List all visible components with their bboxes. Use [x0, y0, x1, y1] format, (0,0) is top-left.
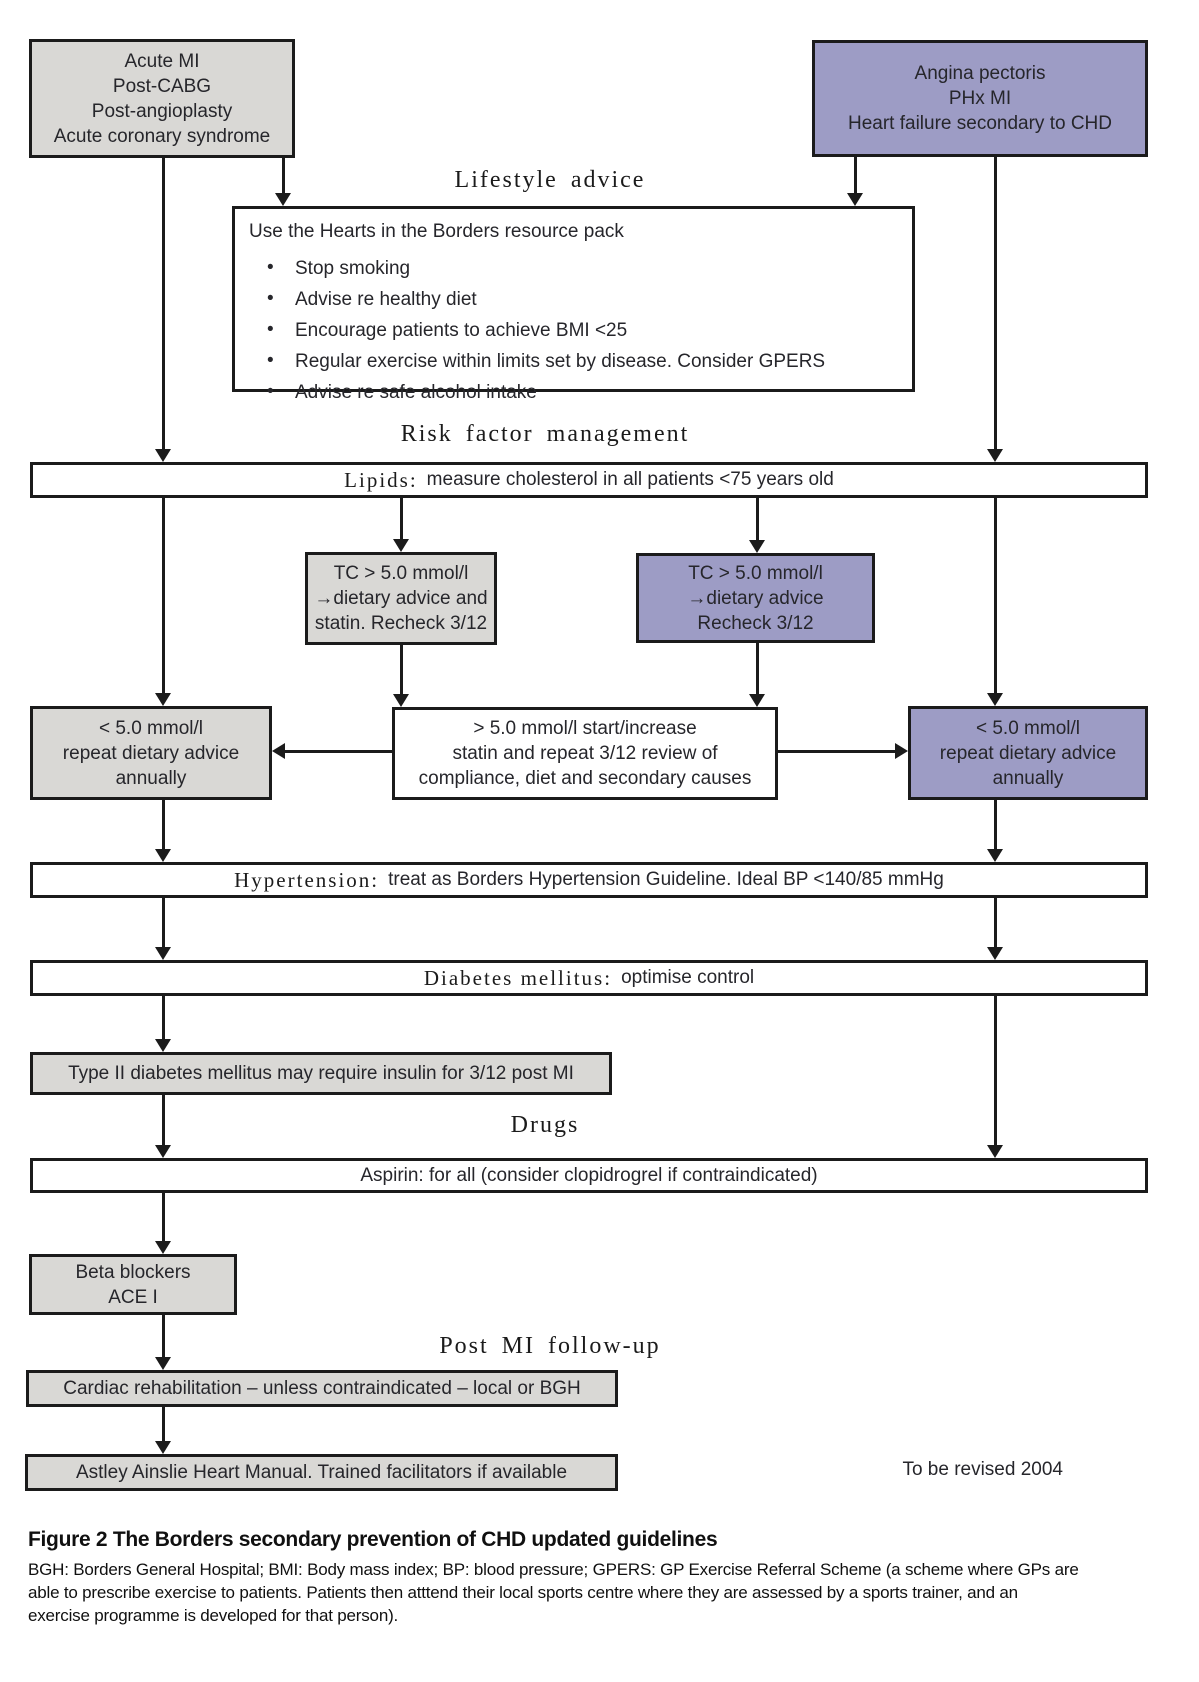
- node-line: PHx MI: [948, 88, 1012, 109]
- node-line: Angina pectoris: [914, 63, 1046, 84]
- flow-connector: [162, 1315, 165, 1357]
- lifestyle-bullet: [249, 380, 825, 405]
- node-line: Beta blockers: [75, 1261, 191, 1283]
- figure-caption-line: exercise programme is developed for that person).: [28, 1606, 399, 1625]
- bar-text: Cardiac rehabilitation – unless contraindicated – local or BGH: [63, 1377, 581, 1399]
- flow-connector: [778, 750, 895, 753]
- node-acute-mi: [29, 39, 295, 158]
- node-line: statin and repeat 3/12 review of: [452, 743, 718, 764]
- bar-text: Type II diabetes mellitus may require insulin for 3/12 post MI: [68, 1062, 574, 1084]
- node-line: annually: [992, 767, 1064, 789]
- node-line: < 5.0 mmol/l: [975, 717, 1080, 739]
- node-line: ACE I: [108, 1286, 158, 1308]
- node-line: > 5.0 mmol/l start/increase: [473, 718, 697, 739]
- bar-cardiac-rehab: [26, 1370, 618, 1407]
- flow-connector: [155, 849, 171, 862]
- flow-connector: [162, 1407, 165, 1441]
- bar-keyword: Lipids:: [344, 467, 418, 492]
- node-line: →dietary advice: [687, 587, 824, 609]
- lifestyle-bullet: [249, 287, 825, 312]
- node-angina: [812, 40, 1148, 157]
- flow-connector: [282, 158, 285, 193]
- bullet-icon: •: [267, 319, 274, 340]
- node-high-mid: [392, 707, 778, 800]
- bar-text: Aspirin: for all (consider clopidrogrel if contraindicated): [360, 1164, 818, 1186]
- flow-connector: [393, 539, 409, 552]
- flow-connector: [987, 947, 1003, 960]
- flow-connector: [994, 800, 997, 849]
- section-heading-lifestyle: Lifestyle advice: [454, 167, 646, 193]
- flow-connector: [162, 800, 165, 849]
- node-line: repeat dietary advice: [62, 742, 240, 764]
- flow-connector: [272, 743, 285, 759]
- bullet-text: Advise re safe alcohol intake: [295, 382, 537, 403]
- bar-text: measure cholesterol in all patients <75 years old: [426, 469, 834, 490]
- flow-connector: [994, 996, 997, 1145]
- flow-connector: [155, 1441, 171, 1454]
- flow-connector: [749, 540, 765, 553]
- bar-aspirin: [30, 1158, 1148, 1193]
- bar-text: optimise control: [621, 967, 755, 988]
- node-line: Recheck 3/12: [697, 612, 814, 634]
- flow-connector: [400, 645, 403, 694]
- flow-connector: [162, 1095, 165, 1145]
- bar-keyword: Diabetes mellitus:: [423, 965, 613, 990]
- node-line: compliance, diet and secondary causes: [418, 768, 752, 789]
- bullet-icon: •: [267, 257, 274, 278]
- flow-connector: [155, 693, 171, 706]
- node-line: →dietary advice and: [314, 588, 488, 609]
- figure-caption-title: Figure 2 The Borders secondary prevention of CHD updated guidelines: [28, 1528, 718, 1551]
- figure-caption-line: BGH: Borders General Hospital; BMI: Body mass index; BP: blood pressure; GPERS: GP Exercise Referral Scheme (a scheme where GPs are: [28, 1560, 1079, 1579]
- bullet-icon: •: [267, 288, 274, 309]
- lifestyle-bullet: [249, 318, 825, 343]
- flow-connector: [155, 1039, 171, 1052]
- bullet-text: Encourage patients to achieve BMI <25: [295, 320, 628, 341]
- bar-keyword: Hypertension:: [234, 867, 380, 892]
- section-heading-risk: Risk factor management: [400, 421, 690, 447]
- bar-hypertension: [30, 862, 1148, 898]
- flow-connector: [155, 1357, 171, 1370]
- lifestyle-bullet: [249, 349, 825, 374]
- node-beta-blockers: [29, 1254, 237, 1315]
- flow-connector: [162, 898, 165, 947]
- bullet-icon: •: [267, 350, 274, 371]
- bar-text: Astley Ainslie Heart Manual. Trained facilitators if available: [75, 1461, 568, 1483]
- flow-connector: [155, 1145, 171, 1158]
- flow-connector: [987, 693, 1003, 706]
- flow-connector: [994, 498, 997, 693]
- flow-connector: [895, 743, 908, 759]
- flow-connector: [987, 449, 1003, 462]
- bar-diabetes: [30, 960, 1148, 996]
- node-low-left: [30, 706, 272, 800]
- flow-connector: [994, 898, 997, 947]
- node-line: statin. Recheck 3/12: [314, 613, 488, 634]
- section-heading-post-mi: Post MI follow-up: [439, 1333, 661, 1359]
- flow-connector: [155, 449, 171, 462]
- bar-type2-insulin: [30, 1052, 612, 1095]
- revision-note: To be revised 2004: [902, 1459, 1063, 1480]
- node-tc-diet: [636, 553, 875, 643]
- flow-connector: [994, 157, 997, 449]
- node-line: Acute MI: [124, 50, 200, 72]
- lifestyle-bullet: [249, 256, 825, 281]
- node-line: Post-angioplasty: [91, 100, 233, 122]
- flow-connector: [393, 694, 409, 707]
- flow-connector: [162, 996, 165, 1039]
- node-line: repeat dietary advice: [939, 742, 1117, 764]
- bullet-text: Stop smoking: [295, 258, 411, 279]
- flow-connector: [756, 498, 759, 540]
- flow-connector: [987, 1145, 1003, 1158]
- flow-connector: [155, 947, 171, 960]
- node-line: < 5.0 mmol/l: [98, 717, 203, 739]
- bar-text: treat as Borders Hypertension Guideline. Ideal BP <140/85 mmHg: [388, 869, 944, 890]
- node-low-right: [908, 706, 1148, 800]
- node-line: Heart failure secondary to CHD: [848, 113, 1112, 134]
- lifestyle-intro: Use the Hearts in the Borders resource pack: [249, 221, 624, 242]
- lifestyle-bullet-list: [249, 256, 825, 411]
- flow-connector: [162, 158, 165, 449]
- node-lifestyle-advice: [232, 206, 915, 403]
- bar-astley-manual: [25, 1454, 618, 1491]
- bullet-text: Regular exercise within limits set by disease. Consider GPERS: [295, 351, 826, 372]
- flow-connector: [854, 157, 857, 193]
- flow-connector: [285, 750, 392, 753]
- bullet-text: Advise re healthy diet: [295, 289, 477, 310]
- bullet-icon: •: [267, 381, 274, 402]
- node-line: TC > 5.0 mmol/l: [333, 563, 469, 584]
- node-line: annually: [115, 767, 187, 789]
- figure-caption-line: able to prescribe exercise to patients. Patients then atttend their local sports centre where they are assessed by a sports trainer, and an: [28, 1583, 1018, 1602]
- node-line: Post-CABG: [112, 75, 212, 97]
- bar-lipids: [30, 462, 1148, 498]
- flow-connector: [275, 193, 291, 206]
- node-line: Acute coronary syndrome: [53, 125, 271, 147]
- flow-connector: [155, 1241, 171, 1254]
- flow-connector: [987, 849, 1003, 862]
- node-line: TC > 5.0 mmol/l: [688, 562, 823, 584]
- node-tc-statin: [305, 552, 497, 645]
- section-heading-drugs: Drugs: [510, 1112, 580, 1138]
- flow-connector: [162, 1192, 165, 1241]
- flow-connector: [400, 498, 403, 539]
- flow-connector: [847, 193, 863, 206]
- flow-connector: [749, 694, 765, 707]
- flow-connector: [162, 498, 165, 693]
- flow-connector: [756, 643, 759, 694]
